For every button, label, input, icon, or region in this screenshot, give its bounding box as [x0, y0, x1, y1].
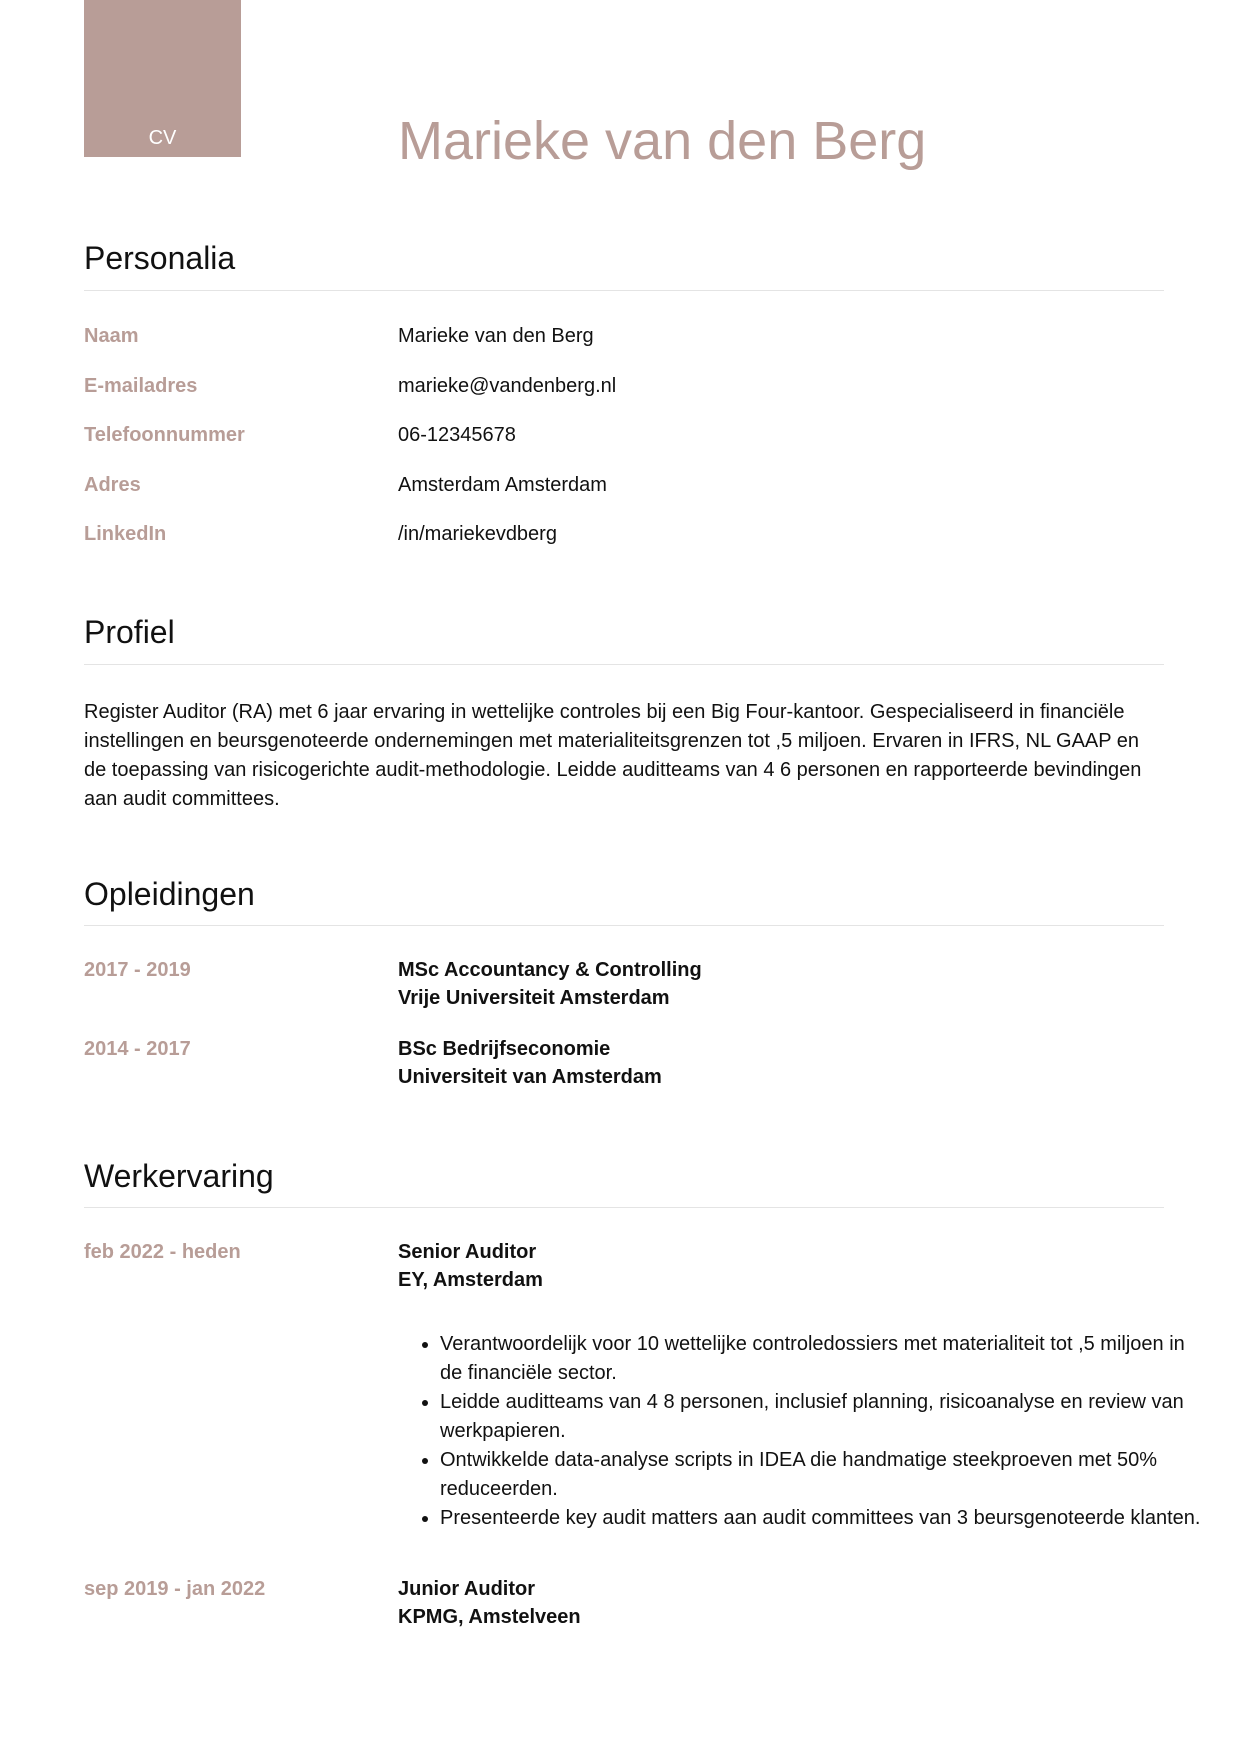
list-item: • Verantwoordelijk voor 10 wettelijke controledossiers met materialiteit tot ,5 miljoen in de financiële sector.: [440, 1330, 1210, 1388]
section-title-opleidingen: Opleidingen: [84, 876, 255, 912]
section-divider: [84, 664, 1164, 665]
work-period: feb 2022 - heden: [84, 1241, 241, 1263]
education-institution: Universiteit van Amsterdam: [398, 1066, 662, 1088]
list-item: • Presenteerde key audit matters aan audit committees van 3 beursgenoteerde klanten.: [440, 1504, 1210, 1533]
work-period: sep 2019 - jan 2022: [84, 1578, 266, 1600]
education-degree: BSc Bedrijfseconomie: [398, 1038, 611, 1060]
section-title-werkervaring: Werkervaring: [84, 1158, 274, 1194]
page-title: Marieke van den Berg: [398, 111, 927, 171]
list-item: • Ontwikkelde data-analyse scripts in IDEA die handmatige steekproeven met 50% reduceerden.: [440, 1446, 1210, 1504]
list-item: • Leidde auditteams van 4 8 personen, inclusief planning, risicoanalyse en review van werkpapieren.: [440, 1388, 1210, 1446]
field-value: marieke@vandenberg.nl: [398, 375, 617, 397]
profile-text: Register Auditor (RA) met 6 jaar ervaring in wettelijke controles bij een Big Four-kantoor. Gespecialiseerd in financiële instellingen en beursgenoteerde ondernemingen met materialiteitsgrenzen tot ,5 miljoen. Ervaren in IFRS, NL GAAP en de toepassing van risicogerichte audit-methodologie. Leidde auditteams van 4 6 personen en rapporteerde bevindingen aan audit committees.: [84, 701, 1142, 810]
field-label: LinkedIn: [84, 523, 167, 545]
field-value: /in/mariekevdberg: [398, 523, 557, 545]
section-divider: [84, 290, 1164, 291]
work-bullets: [398, 1330, 1210, 1533]
field-label: E-mailadres: [84, 375, 198, 397]
work-role: Junior Auditor: [398, 1578, 536, 1600]
field-label: Naam: [84, 325, 139, 347]
education-period: 2017 - 2019: [84, 959, 191, 981]
field-label: Adres: [84, 474, 141, 496]
work-role: Senior Auditor: [398, 1241, 537, 1263]
education-institution: Vrije Universiteit Amsterdam: [398, 987, 670, 1009]
cv-badge: [84, 0, 241, 157]
education-period: 2014 - 2017: [84, 1038, 191, 1060]
education-degree: MSc Accountancy & Controlling: [398, 959, 702, 981]
field-value: 06-12345678: [398, 424, 516, 446]
field-value: Marieke van den Berg: [398, 325, 594, 347]
cv-badge-label: CV: [148, 127, 177, 149]
section-divider: [84, 1207, 1164, 1208]
field-value: Amsterdam Amsterdam: [398, 474, 607, 496]
work-company: KPMG, Amstelveen: [398, 1606, 581, 1628]
section-divider: [84, 925, 1164, 926]
field-label: Telefoonnummer: [84, 424, 245, 446]
work-company: EY, Amsterdam: [398, 1269, 543, 1291]
section-title-personalia: Personalia: [84, 240, 236, 276]
section-title-profiel: Profiel: [84, 614, 175, 650]
